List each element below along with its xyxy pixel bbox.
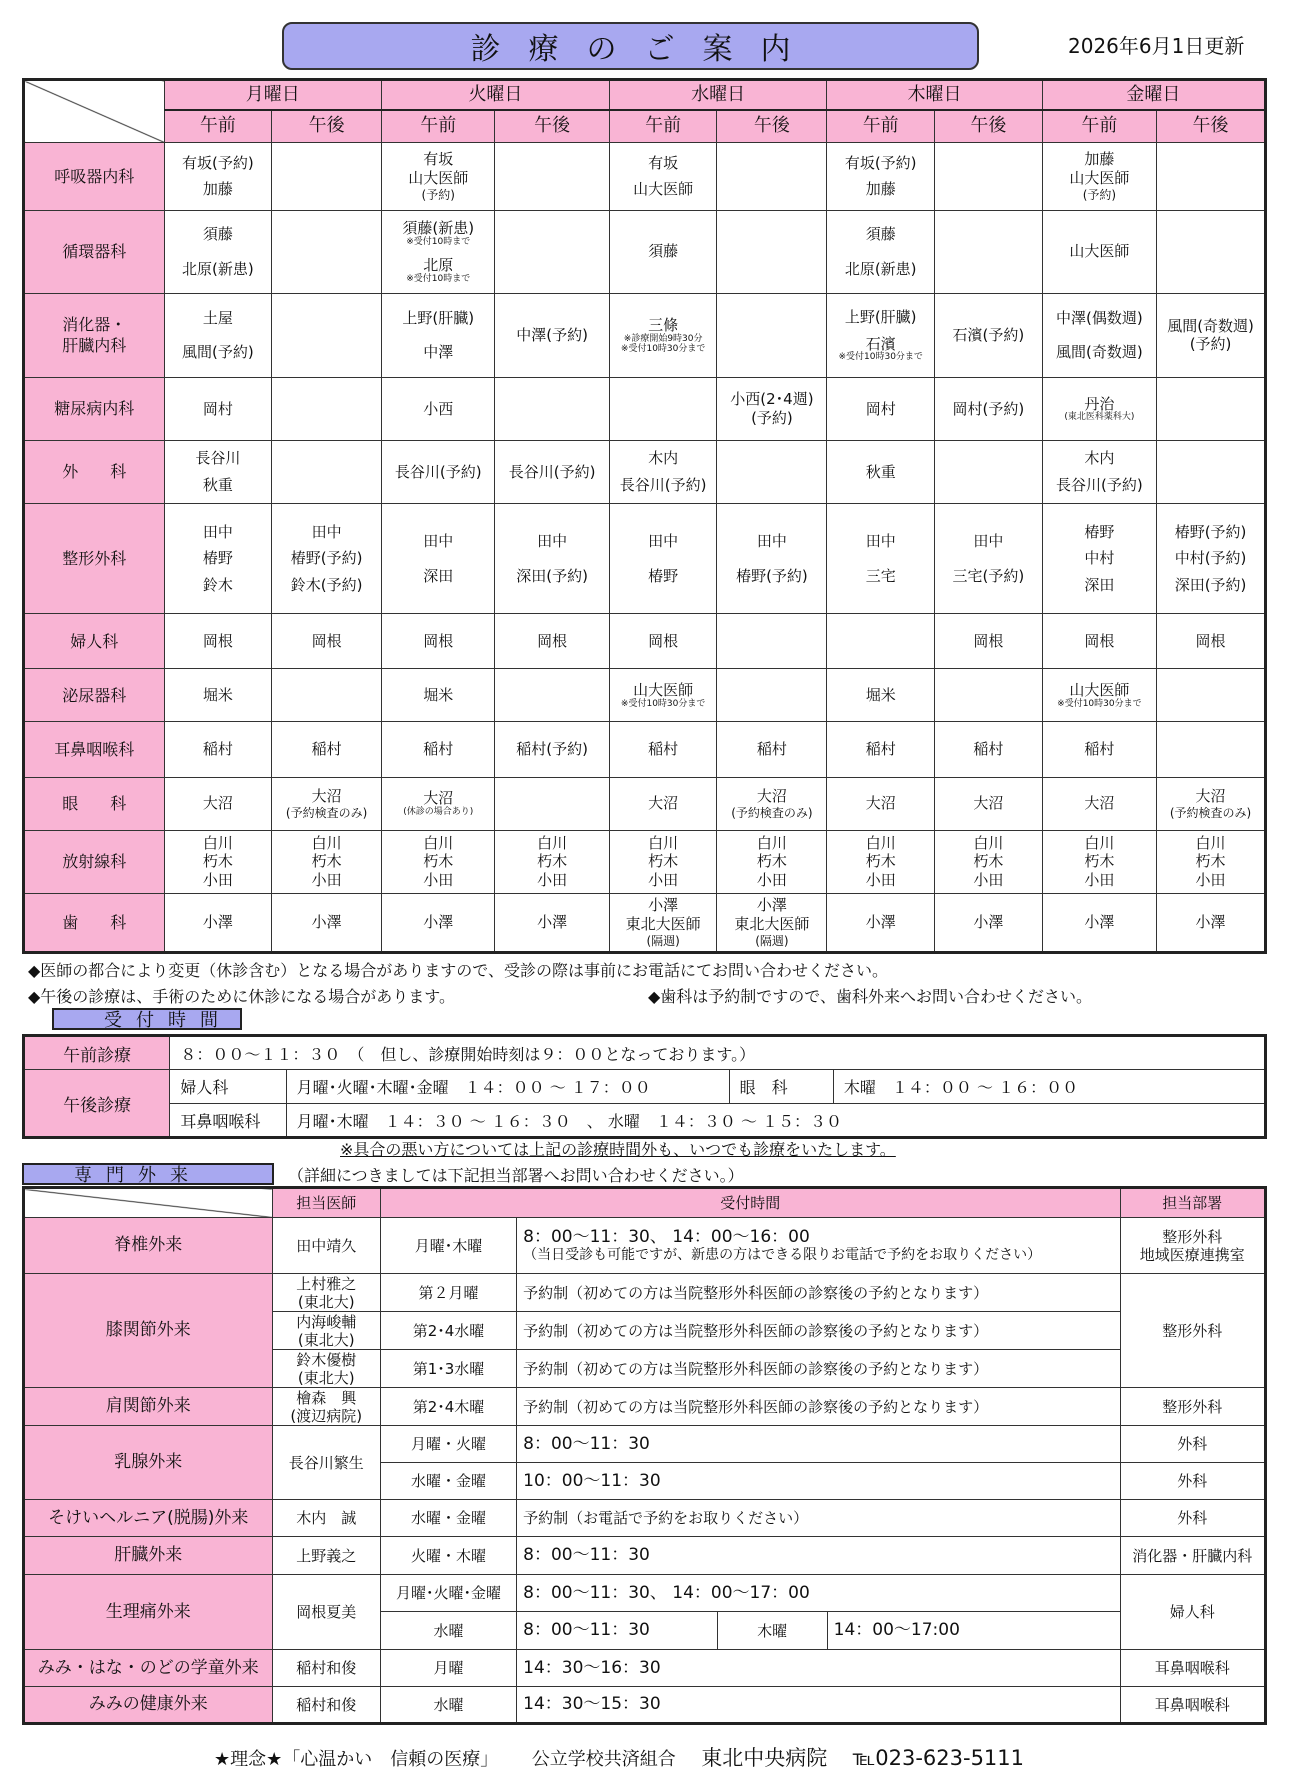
clinic-name: そけいヘルニア(脱腸)外来 — [24, 1500, 273, 1537]
schedule-cell: 小澤 — [827, 893, 935, 952]
schedule-cell: 田中 三宅 — [827, 504, 935, 614]
clinic-doctor: 鈴木優樹 (東北大) — [272, 1350, 380, 1388]
schedule-cell: 小澤 東北大医師 (隔週) — [717, 893, 827, 952]
schedule-cell: 山大医師 — [1042, 210, 1156, 294]
reception-table — [22, 1034, 1267, 1139]
schedule-cell: 有坂 山大医師 (予約) — [382, 143, 495, 210]
clinic-doctor: 田中靖久 — [272, 1218, 380, 1274]
special-note: （詳細につきましては下記担当部署へお問い合わせください。） — [288, 1166, 744, 1185]
clinic-time: 予約制（お電話で予約をお取りください） — [517, 1500, 1120, 1537]
schedule-cell: 堀米 — [382, 669, 495, 722]
schedule-cell — [495, 777, 609, 830]
schedule-cell: 須藤(新患) ※受付10時まで 北原 ※受付10時まで — [382, 210, 495, 294]
schedule-cell: 岡根 — [1042, 614, 1156, 669]
clinic-doctor: 檜森 興 (渡辺病院) — [272, 1388, 380, 1426]
clinic-time: 8：00～11：30 — [517, 1426, 1120, 1463]
clinic-time: 予約制（初めての方は当院整形外科医師の診察後の予約となります） — [517, 1312, 1120, 1350]
dept-label: 婦人科 — [24, 614, 165, 669]
dept-label: 循環器科 — [24, 210, 165, 294]
schedule-cell: 小西(2･4週) (予約) — [717, 377, 827, 440]
schedule-cell: 小澤 — [272, 893, 382, 952]
schedule-cell: 稲村 — [382, 722, 495, 777]
pm-time: 月曜･木曜 １４：３０ ～ １６：３０ 、 水曜 １４：３０ ～ １５：３０ — [286, 1104, 1265, 1138]
clinic-name: 肩関節外来 — [24, 1388, 273, 1426]
clinic-day: 月曜・火曜 — [380, 1426, 516, 1463]
schedule-cell: 田中 椿野(予約) 鈴木(予約) — [272, 504, 382, 614]
clinic-time: 14：30～15：30 — [517, 1687, 1120, 1724]
clinic-doctor: 岡根夏美 — [272, 1575, 380, 1650]
page-title: 診療のご案内 — [282, 22, 979, 70]
schedule-cell: 白川 朽木 小田 — [382, 830, 495, 893]
schedule-cell: 田中 椿野(予約) — [717, 504, 827, 614]
schedule-cell: 大沼 — [1042, 777, 1156, 830]
clinic-name: みみ・はな・のどの学童外来 — [24, 1650, 273, 1687]
clinic-doctor: 上村雅之 (東北大) — [272, 1274, 380, 1312]
schedule-cell: 山大医師 ※受付10時30分まで — [1042, 669, 1156, 722]
clinic-dept: 消化器・肝臓内科 — [1120, 1537, 1265, 1575]
clinic-name: 乳腺外来 — [24, 1426, 273, 1500]
schedule-cell — [717, 294, 827, 378]
schedule-cell: 有坂 山大医師 — [609, 143, 717, 210]
schedule-cell: 大沼 — [827, 777, 935, 830]
schedule-cell: 大沼 (休診の場合あり) — [382, 777, 495, 830]
dept-label: 消化器・ 肝臓内科 — [24, 294, 165, 378]
day-header: 水曜日 — [609, 80, 827, 111]
schedule-cell — [1157, 440, 1266, 503]
schedule-cell — [717, 143, 827, 210]
clinic-doctor: 内海峻輔 (東北大) — [272, 1312, 380, 1350]
pm-header: 午後 — [495, 110, 609, 143]
note-line: ◆医師の都合により変更（休診含む）となる場合がありますので、受診の際は事前にお電話にてお問い合わせください。 — [28, 961, 888, 980]
clinic-day: 月曜･火曜･金曜 — [380, 1575, 516, 1612]
clinic-name: みみの健康外来 — [24, 1687, 273, 1724]
schedule-cell: 小澤 — [164, 893, 272, 952]
clinic-time: 8：00～11：30、 14：00～16：00 （当日受診も可能ですが、新患の方はできる限りお電話で予約をお取りください） — [517, 1218, 1120, 1274]
clinic-time: 8：00～11：30 — [517, 1612, 717, 1650]
schedule-cell — [272, 377, 382, 440]
urgent-note: ※具合の悪い方については上記の診療時間外も、いつでも診療をいたします。 — [340, 1140, 896, 1159]
schedule-cell — [717, 440, 827, 503]
schedule-cell — [609, 377, 717, 440]
clinic-day: 水曜・金曜 — [380, 1463, 516, 1500]
schedule-cell: 稲村 — [609, 722, 717, 777]
pm-time: 木曜 １４：００ ～ １６：００ — [833, 1070, 1265, 1104]
schedule-cell: 須藤 北原(新患) — [827, 210, 935, 294]
clinic-day: 水曜・金曜 — [380, 1500, 516, 1537]
clinic-dept: 外科 — [1120, 1463, 1265, 1500]
schedule-cell: 白川 朽木 小田 — [609, 830, 717, 893]
schedule-cell: 稲村 — [717, 722, 827, 777]
am-header: 午前 — [1042, 110, 1156, 143]
schedule-cell: 岡根 — [272, 614, 382, 669]
clinic-name: 脊椎外来 — [24, 1218, 273, 1274]
schedule-cell: 岡根 — [495, 614, 609, 669]
schedule-cell — [717, 210, 827, 294]
schedule-cell: 秋重 — [827, 440, 935, 503]
dept-label: 整形外科 — [24, 504, 165, 614]
footer-motto: ★理念★「心温かい 信頼の医療」 — [214, 1749, 499, 1770]
schedule-cell: 堀米 — [827, 669, 935, 722]
schedule-cell: 岡根 — [609, 614, 717, 669]
schedule-cell — [272, 210, 382, 294]
schedule-cell: 長谷川(予約) — [382, 440, 495, 503]
clinic-time: 14：30～16：30 — [517, 1650, 1120, 1687]
dept-label: 糖尿病内科 — [24, 377, 165, 440]
schedule-cell — [495, 377, 609, 440]
dept-label: 泌尿器科 — [24, 669, 165, 722]
clinic-day: 第2･4水曜 — [380, 1312, 516, 1350]
clinic-dept: 耳鼻咽喉科 — [1120, 1650, 1265, 1687]
clinic-doctor: 稲村和俊 — [272, 1687, 380, 1724]
schedule-cell: 田中 三宅(予約) — [935, 504, 1043, 614]
clinic-doctor: 稲村和俊 — [272, 1650, 380, 1687]
schedule-cell — [717, 614, 827, 669]
schedule-cell: 上野(肝臓) 中澤 — [382, 294, 495, 378]
schedule-cell — [935, 669, 1043, 722]
footer-tel: ℡023-623-5111 — [852, 1746, 1025, 1770]
schedule-cell: 堀米 — [164, 669, 272, 722]
clinic-name: 生理痛外来 — [24, 1575, 273, 1650]
notes — [28, 958, 1268, 1010]
schedule-table — [22, 78, 1267, 954]
schedule-cell: 岡根 — [382, 614, 495, 669]
am-header: 午前 — [609, 110, 717, 143]
schedule-cell: 大沼 — [935, 777, 1043, 830]
col-header: 受付時間 — [380, 1188, 1120, 1218]
schedule-cell: 上野(肝臓) 石濱 ※受付10時30分まで — [827, 294, 935, 378]
day-header: 月曜日 — [164, 80, 382, 111]
col-header: 担当部署 — [1120, 1188, 1265, 1218]
schedule-cell: 白川 朽木 小田 — [495, 830, 609, 893]
schedule-cell: 白川 朽木 小田 — [1157, 830, 1266, 893]
clinic-day: 月曜･木曜 — [380, 1218, 516, 1274]
schedule-cell: 有坂(予約) 加藤 — [164, 143, 272, 210]
clinic-dept: 整形外科 — [1120, 1388, 1265, 1426]
schedule-cell: 岡村 — [164, 377, 272, 440]
schedule-cell — [935, 440, 1043, 503]
schedule-cell: 長谷川(予約) — [495, 440, 609, 503]
schedule-cell: 山大医師 ※受付10時30分まで — [609, 669, 717, 722]
schedule-cell: 田中 椿野 — [609, 504, 717, 614]
schedule-cell: 長谷川 秋重 — [164, 440, 272, 503]
pm-reception-label: 午後診療 — [24, 1070, 170, 1138]
schedule-cell — [935, 210, 1043, 294]
schedule-cell: 大沼 — [609, 777, 717, 830]
am-reception-text: ８：００～１１：３０ （ 但し、診療開始時刻は９：００となっております。） — [170, 1036, 1266, 1070]
schedule-cell: 大沼 (予約検査のみ) — [717, 777, 827, 830]
schedule-cell — [1157, 143, 1266, 210]
pm-dept: 耳鼻咽喉科 — [170, 1104, 286, 1138]
pm-time: 月曜･火曜･木曜･金曜 １４：００ ～ １７：００ — [286, 1070, 729, 1104]
dept-label: 呼吸器内科 — [24, 143, 165, 210]
special-table — [22, 1186, 1267, 1725]
clinic-dept: 外科 — [1120, 1426, 1265, 1463]
schedule-cell: 小澤 — [935, 893, 1043, 952]
clinic-dept: 外科 — [1120, 1500, 1265, 1537]
updated-date: 2026年6月1日更新 — [1068, 34, 1245, 58]
special-header: 専門外来 — [22, 1163, 274, 1185]
schedule-cell: 白川 朽木 小田 — [272, 830, 382, 893]
day-header: 木曜日 — [827, 80, 1042, 111]
schedule-cell: 小澤 東北大医師 (隔週) — [609, 893, 717, 952]
schedule-cell: 白川 朽木 小田 — [827, 830, 935, 893]
schedule-cell — [272, 440, 382, 503]
schedule-cell: 岡村(予約) — [935, 377, 1043, 440]
clinic-time: 予約制（初めての方は当院整形外科医師の診察後の予約となります） — [517, 1274, 1120, 1312]
schedule-cell: 木内 長谷川(予約) — [1042, 440, 1156, 503]
note-line: ◆歯科は予約制ですので、歯科外来へお問い合わせください。 — [648, 987, 1092, 1006]
schedule-cell: 田中 椿野 鈴木 — [164, 504, 272, 614]
schedule-cell — [1157, 377, 1266, 440]
dept-label: 放射線科 — [24, 830, 165, 893]
schedule-cell: 石濱(予約) — [935, 294, 1043, 378]
schedule-cell: 白川 朽木 小田 — [717, 830, 827, 893]
schedule-cell: 岡根 — [1157, 614, 1266, 669]
pm-dept: 婦人科 — [170, 1070, 286, 1104]
am-header: 午前 — [164, 110, 272, 143]
clinic-dept: 婦人科 — [1120, 1575, 1265, 1650]
schedule-cell: 岡村 — [827, 377, 935, 440]
schedule-cell: 小澤 — [495, 893, 609, 952]
schedule-cell: 岡根 — [164, 614, 272, 669]
col-header: 担当医師 — [272, 1188, 380, 1218]
pm-header: 午後 — [717, 110, 827, 143]
pm-dept: 眼 科 — [729, 1070, 833, 1104]
footer — [214, 1742, 1024, 1772]
corner-cell — [24, 80, 165, 143]
footer-org: 公立学校共済組合 — [531, 1749, 676, 1770]
schedule-cell — [827, 614, 935, 669]
footer-hospital: 東北中央病院 — [701, 1746, 828, 1770]
dept-label: 耳鼻咽喉科 — [24, 722, 165, 777]
reception-header: 受付時間 — [52, 1008, 242, 1030]
schedule-cell — [495, 669, 609, 722]
dept-label: 歯 科 — [24, 893, 165, 952]
schedule-cell — [272, 294, 382, 378]
schedule-cell: 田中 深田(予約) — [495, 504, 609, 614]
dept-label: 外 科 — [24, 440, 165, 503]
clinic-day: 水曜 — [380, 1687, 516, 1724]
schedule-cell — [717, 669, 827, 722]
schedule-cell: 中澤(偶数週) 風間(奇数週) — [1042, 294, 1156, 378]
schedule-cell — [935, 143, 1043, 210]
clinic-time: 木曜 14：00～17:00 — [717, 1612, 1120, 1650]
clinic-time: 予約制（初めての方は当院整形外科医師の診察後の予約となります） — [517, 1350, 1120, 1388]
schedule-cell: 風間(奇数週) (予約) — [1157, 294, 1266, 378]
corner-cell — [24, 1188, 273, 1218]
schedule-cell: 大沼 (予約検査のみ) — [1157, 777, 1266, 830]
schedule-cell: 土屋 風間(予約) — [164, 294, 272, 378]
day-header: 金曜日 — [1042, 80, 1265, 111]
schedule-cell: 稲村 — [935, 722, 1043, 777]
clinic-time: 予約制（初めての方は当院整形外科医師の診察後の予約となります） — [517, 1388, 1120, 1426]
clinic-day: 水曜 — [380, 1612, 516, 1650]
day-header: 火曜日 — [382, 80, 610, 111]
schedule-cell: 椿野(予約) 中村(予約) 深田(予約) — [1157, 504, 1266, 614]
clinic-day: 第2･4木曜 — [380, 1388, 516, 1426]
dept-label: 眼 科 — [24, 777, 165, 830]
clinic-day: 第1･3水曜 — [380, 1350, 516, 1388]
clinic-name: 肝臓外来 — [24, 1537, 273, 1575]
schedule-cell: 大沼 (予約検査のみ) — [272, 777, 382, 830]
clinic-name: 膝関節外来 — [24, 1274, 273, 1388]
am-header: 午前 — [827, 110, 935, 143]
clinic-time: 8：00～11：30 — [517, 1537, 1120, 1575]
schedule-cell: 中澤(予約) — [495, 294, 609, 378]
am-header: 午前 — [382, 110, 495, 143]
schedule-cell — [495, 143, 609, 210]
clinic-day: 第２月曜 — [380, 1274, 516, 1312]
schedule-cell: 三條 ※診療開始9時30分 ※受付10時30分まで — [609, 294, 717, 378]
clinic-day: 火曜・木曜 — [380, 1537, 516, 1575]
schedule-cell: 岡根 — [935, 614, 1043, 669]
schedule-cell: 白川 朽木 小田 — [935, 830, 1043, 893]
am-reception-label: 午前診療 — [24, 1036, 170, 1070]
pm-header: 午後 — [1157, 110, 1266, 143]
schedule-cell: 白川 朽木 小田 — [1042, 830, 1156, 893]
clinic-dept: 耳鼻咽喉科 — [1120, 1687, 1265, 1724]
schedule-cell: 大沼 — [164, 777, 272, 830]
schedule-cell: 稲村(予約) — [495, 722, 609, 777]
clinic-doctor: 木内 誠 — [272, 1500, 380, 1537]
clinic-dept: 整形外科 地域医療連携室 — [1120, 1218, 1265, 1274]
schedule-cell — [272, 669, 382, 722]
schedule-cell: 稲村 — [272, 722, 382, 777]
clinic-dept: 整形外科 — [1120, 1274, 1265, 1388]
schedule-cell: 加藤 山大医師 (予約) — [1042, 143, 1156, 210]
clinic-time: 10：00～11：30 — [517, 1463, 1120, 1500]
schedule-cell: 有坂(予約) 加藤 — [827, 143, 935, 210]
schedule-cell: 小西 — [382, 377, 495, 440]
clinic-day: 月曜 — [380, 1650, 516, 1687]
schedule-cell: 須藤 — [609, 210, 717, 294]
pm-header: 午後 — [935, 110, 1043, 143]
schedule-cell: 稲村 — [1042, 722, 1156, 777]
clinic-doctor: 上野義之 — [272, 1537, 380, 1575]
schedule-cell: 田中 深田 — [382, 504, 495, 614]
schedule-cell: 椿野 中村 深田 — [1042, 504, 1156, 614]
schedule-cell — [1157, 210, 1266, 294]
schedule-cell: 丹治 (東北医科薬科大) — [1042, 377, 1156, 440]
note-line: ◆午後の診療は、手術のために休診になる場合があります。 — [28, 987, 456, 1006]
schedule-cell: 小澤 — [1042, 893, 1156, 952]
schedule-cell: 木内 長谷川(予約) — [609, 440, 717, 503]
schedule-cell — [1157, 722, 1266, 777]
clinic-doctor: 長谷川繁生 — [272, 1426, 380, 1500]
pm-header: 午後 — [272, 110, 382, 143]
schedule-cell: 小澤 — [382, 893, 495, 952]
schedule-cell: 稲村 — [827, 722, 935, 777]
schedule-cell: 小澤 — [1157, 893, 1266, 952]
schedule-cell — [1157, 669, 1266, 722]
schedule-cell: 須藤 北原(新患) — [164, 210, 272, 294]
schedule-cell — [495, 210, 609, 294]
schedule-cell: 白川 朽木 小田 — [164, 830, 272, 893]
schedule-cell — [272, 143, 382, 210]
schedule-cell: 稲村 — [164, 722, 272, 777]
clinic-time: 8：00～11：30、 14：00～17：00 — [517, 1575, 1120, 1612]
